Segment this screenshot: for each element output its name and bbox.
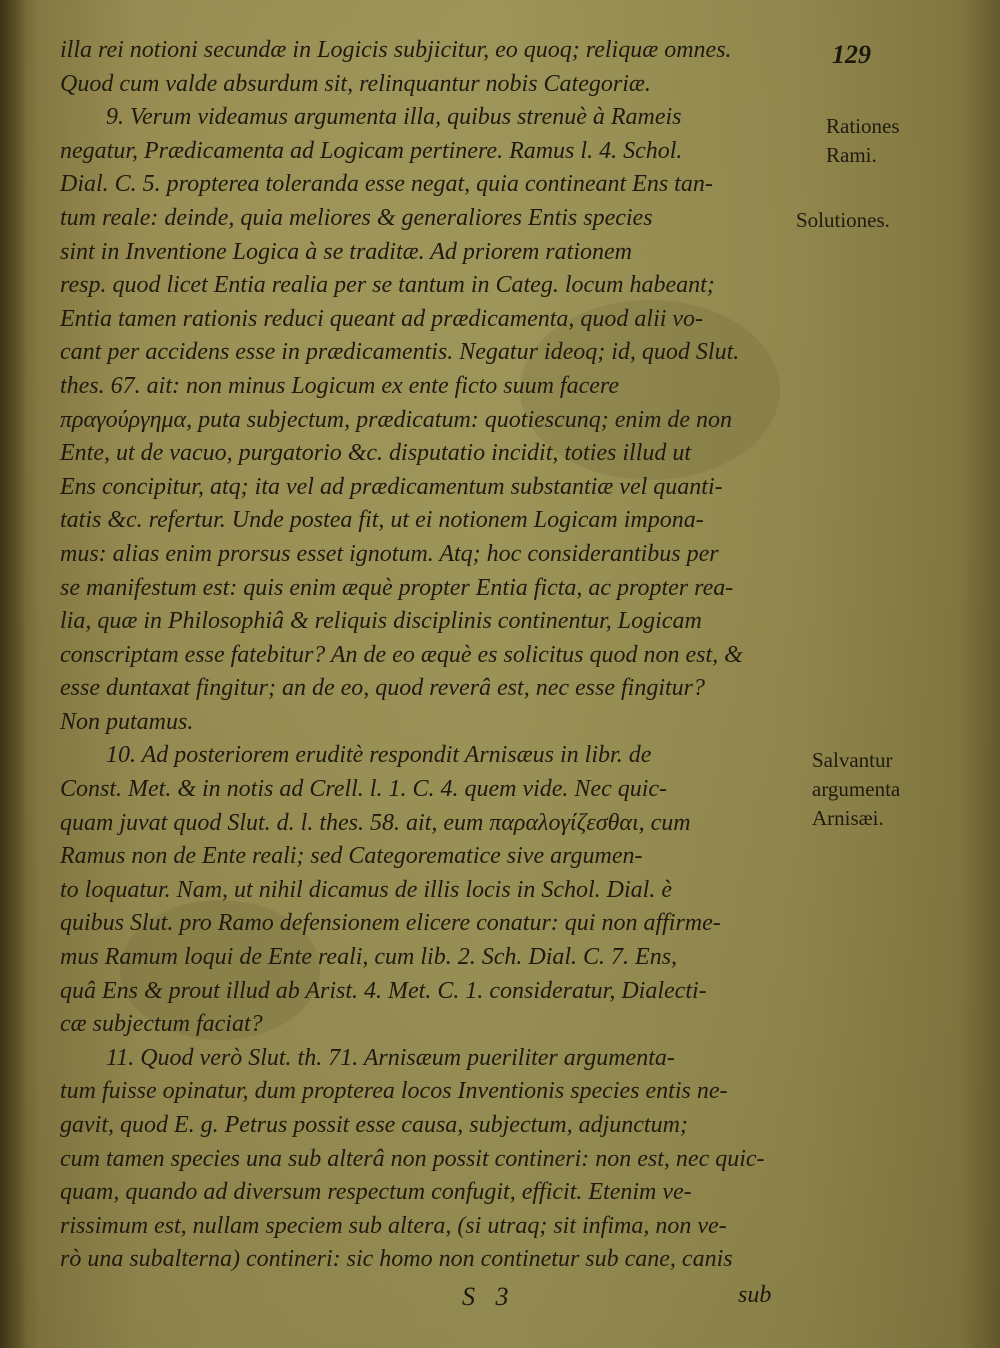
text-line: 11. Quod verò Slut. th. 71. Arnisæum pueriliter argumenta- xyxy=(106,1044,675,1071)
margin-note-line: Rami. xyxy=(826,143,877,167)
margin-note-salvantur xyxy=(812,746,900,833)
text-line: mus Ramum loqui de Ente reali, cum lib. 2. Sch. Dial. C. 7. Ens, xyxy=(60,944,678,971)
text-line: Quod cum valde absurdum sit, relinquantur nobis Categoriæ. xyxy=(60,70,651,97)
text-line: rò una subalterna) contineri: sic homo non continetur sub cane, canis xyxy=(60,1246,733,1273)
page-number: 129 xyxy=(832,40,871,69)
text-line: quibus Slut. pro Ramo defensionem elicere conatur: qui non affirme- xyxy=(60,910,721,937)
text-line: Entia tamen rationis reduci queant ad prædicamenta, quod alii vo- xyxy=(60,305,704,332)
text-line: Ens concipitur, atq; ita vel ad prædicamentum substantiæ vel quanti- xyxy=(60,473,723,500)
text-line: negatur, Prædicamenta ad Logicam pertinere. Ramus l. 4. Schol. xyxy=(60,137,683,164)
text-line: conscriptam esse fatebitur? An de eo æquè es solicitus quod non est, & xyxy=(60,641,743,668)
text-line: Const. Met. & in notis ad Crell. l. 1. C. 4. quem vide. Nec quic- xyxy=(60,776,668,803)
text-line: quam, quando ad diversum respectum confugit, efficit. Etenim ve- xyxy=(60,1179,692,1206)
text-line: illa rei notioni secundæ in Logicis subjicitur, eo quoq; reliquæ omnes. xyxy=(60,37,732,63)
margin-note-line: Solutiones. xyxy=(796,208,890,232)
catchword: sub xyxy=(738,1282,772,1308)
text-line: 10. Ad posteriorem eruditè respondit Arnisæus in libr. de xyxy=(106,742,652,769)
margin-note-rationes xyxy=(826,112,900,170)
page-gutter-shadow xyxy=(0,0,26,1348)
text-line: Dial. C. 5. propterea toleranda esse negat, quia contineant Ens tan- xyxy=(60,171,713,198)
text-line: resp. quod licet Entia realia per se tantum in Categ. locum habeant; xyxy=(60,272,715,299)
text-line: tum fuisse opinatur, dum propterea locos Inventionis species entis ne- xyxy=(60,1078,728,1105)
text-line: tum reale: deinde, quia meliores & generaliores Entis species xyxy=(60,204,653,231)
signature-mark: S 3 xyxy=(462,1282,509,1311)
text-line: thes. 67. ait: non minus Logicum ex ente ficto suum facere xyxy=(60,372,620,399)
text-line: quam juvat quod Slut. d. l. thes. 58. ait, eum παραλογίζεσθαι, cum xyxy=(60,809,691,836)
text-line: cum tamen species una sub alterâ non possit contineri: non est, nec quic- xyxy=(60,1145,765,1172)
text-line: rissimum est, nullam speciem sub altera, (si utraq; sit infima, non ve- xyxy=(60,1212,727,1239)
text-line: Ramus non de Ente reali; sed Categorematice sive argumen- xyxy=(60,843,643,870)
margin-note-line: Rationes xyxy=(826,114,900,138)
margin-note-line: Salvantur xyxy=(812,748,893,772)
text-line: quâ Ens & prout illud ab Arist. 4. Met. C. 1. consideratur, Dialecti- xyxy=(60,977,707,1004)
text-line: cæ subjectum faciat? xyxy=(60,1011,263,1038)
margin-note-line: argumenta xyxy=(812,777,901,801)
text-line: se manifestum est: quis enim æquè propter Entia ficta, ac propter rea- xyxy=(60,574,734,601)
text-line: mus: alias enim prorsus esset ignotum. Atq; hoc considerantibus per xyxy=(60,540,719,567)
text-line: sint in Inventione Logica à se traditæ. Ad priorem rationem xyxy=(60,238,632,265)
margin-note-line: Arnisæi. xyxy=(812,806,884,830)
text-line: esse duntaxat fingitur; an de eo, quod reverâ est, nec esse fingitur? xyxy=(60,675,705,702)
text-line: Ente, ut de vacuo, purgatorio &c. disputatio incidit, toties illud ut xyxy=(60,440,692,467)
text-line: tatis &c. refertur. Unde postea fit, ut ei notionem Logicam impona- xyxy=(60,507,704,534)
text-line: lia, quæ in Philosophiâ & reliquis disciplinis continentur, Logicam xyxy=(60,608,702,635)
text-line: to loquatur. Nam, ut nihil dicamus de illis locis in Schol. Dial. è xyxy=(60,876,672,903)
text-line: gavit, quod E. g. Petrus possit esse causa, subjectum, adjunctum; xyxy=(60,1112,688,1138)
text-line: 9. Verum videamus argumenta illa, quibus strenuè à Rameis xyxy=(106,104,682,131)
text-line: πραγούργημα, puta subjectum, prædicatum: quotiescunq; enim de non xyxy=(60,406,733,433)
margin-note-solutiones xyxy=(796,206,890,235)
text-line: Non putamus. xyxy=(60,708,194,735)
body-text xyxy=(60,34,800,1277)
text-line: cant per accidens esse in prædicamentis. Negatur ideoq; id, quod Slut. xyxy=(60,339,740,366)
